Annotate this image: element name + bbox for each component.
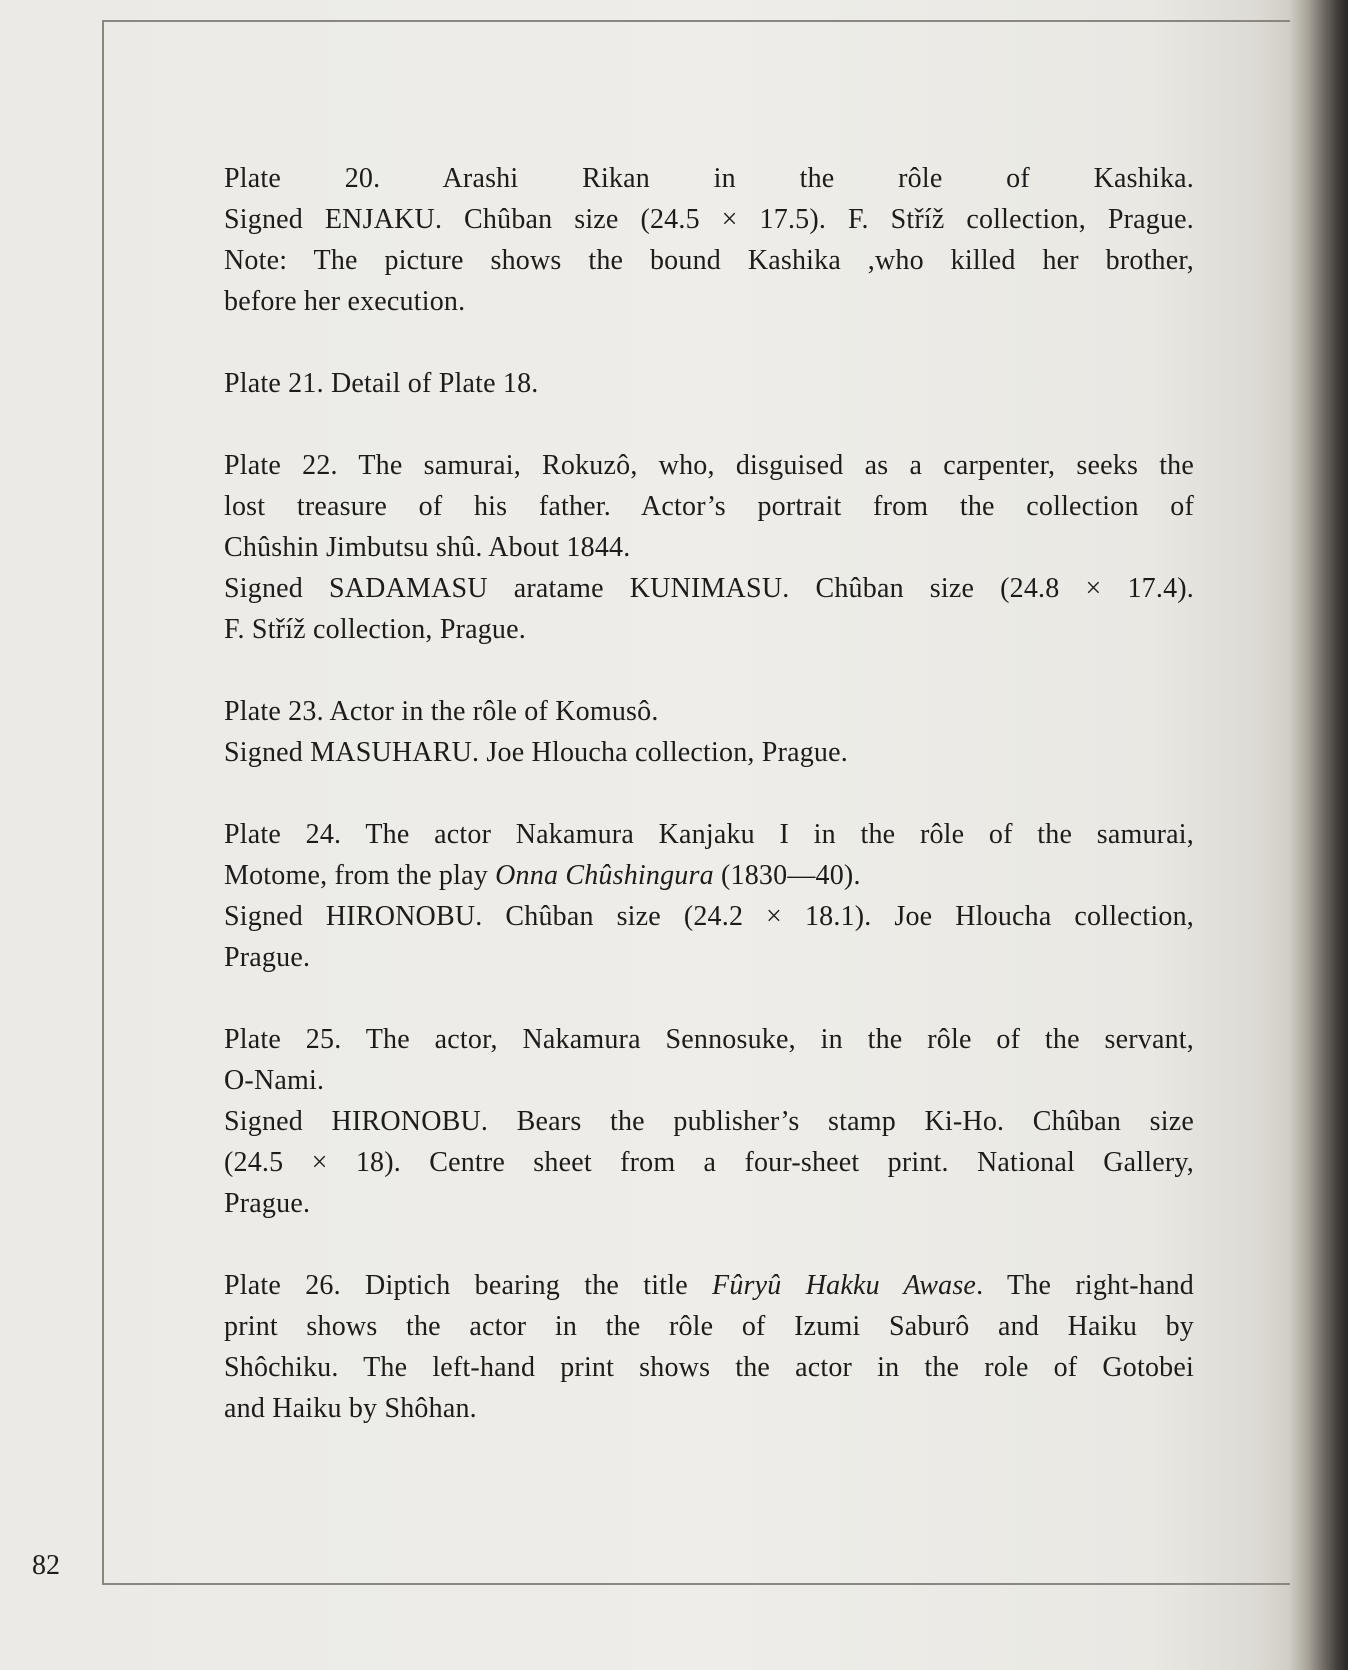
- caption-line: Signed HIRONOBU. Bears the publisher’s stamp Ki-Ho. Chûban size: [224, 1106, 1194, 1137]
- caption-line: O-Nami.: [224, 1065, 325, 1096]
- caption-line: Plate 21. Detail of Plate 18.: [224, 368, 539, 399]
- caption-line: lost treasure of his father. Actor’s portrait from the collection of: [224, 491, 1194, 522]
- caption-line: Shôchiku. The left-hand print shows the actor in the role of Gotobei: [224, 1352, 1194, 1383]
- caption-line: Signed SADAMASU aratame KUNIMASU. Chûban size (24.8 × 17.4).: [224, 573, 1194, 604]
- caption-segment: Motome, from the play: [224, 860, 496, 891]
- book-spine-shadow: [1290, 0, 1348, 1670]
- caption-segment: Plate 26. Diptich bearing the title: [224, 1270, 713, 1301]
- caption-line: Plate 22. The samurai, Rokuzô, who, disguised as a carpenter, seeks the: [224, 450, 1194, 481]
- plate-20-caption: [224, 158, 1194, 322]
- caption-line: Signed ENJAKU. Chûban size (24.5 × 17.5). F. Stříž collection, Prague.: [224, 204, 1194, 235]
- plate-21-caption: [224, 363, 1194, 404]
- caption-line: Plate 24. The actor Nakamura Kanjaku I in the rôle of the samurai,: [224, 819, 1194, 850]
- caption-line: [224, 855, 1194, 896]
- plate-22-caption: [224, 445, 1194, 650]
- caption-line: (24.5 × 18). Centre sheet from a four-sheet print. National Gallery,: [224, 1147, 1194, 1178]
- caption-segment: (1830—40).: [713, 860, 861, 891]
- caption-line: Plate 20. Arashi Rikan in the rôle of Kashika.: [224, 163, 1194, 194]
- caption-line: Signed HIRONOBU. Chûban size (24.2 × 18.1). Joe Hloucha collection,: [224, 901, 1194, 932]
- caption-line: Note: The picture shows the bound Kashika ,who killed her brother,: [224, 245, 1194, 276]
- plate-26-caption: [224, 1265, 1194, 1429]
- play-title: Onna Chûshingura: [495, 860, 714, 891]
- caption-line: Plate 23. Actor in the rôle of Komusô.: [224, 696, 659, 727]
- plate-23-caption: [224, 691, 1194, 773]
- caption-line: [224, 1265, 1194, 1306]
- caption-line: Prague.: [224, 942, 311, 973]
- caption-line: Chûshin Jimbutsu shû. About 1844.: [224, 532, 631, 563]
- caption-line: and Haiku by Shôhan.: [224, 1393, 477, 1424]
- caption-segment: . The right-hand: [976, 1270, 1194, 1301]
- caption-line: Plate 25. The actor, Nakamura Sennosuke, in the rôle of the servant,: [224, 1024, 1194, 1055]
- plate-24-caption: [224, 814, 1194, 978]
- plate-captions: [224, 158, 1194, 1429]
- caption-line: print shows the actor in the rôle of Izumi Saburô and Haiku by: [224, 1311, 1194, 1342]
- plate-25-caption: [224, 1019, 1194, 1224]
- print-title: Fûryû Hakku Awase: [712, 1270, 977, 1301]
- caption-line: Prague.: [224, 1188, 311, 1219]
- caption-line: before her execution.: [224, 286, 466, 317]
- page-number: 82: [32, 1550, 60, 1581]
- caption-line: F. Stříž collection, Prague.: [224, 614, 526, 645]
- caption-line: Signed MASUHARU. Joe Hloucha collection, Prague.: [224, 737, 848, 768]
